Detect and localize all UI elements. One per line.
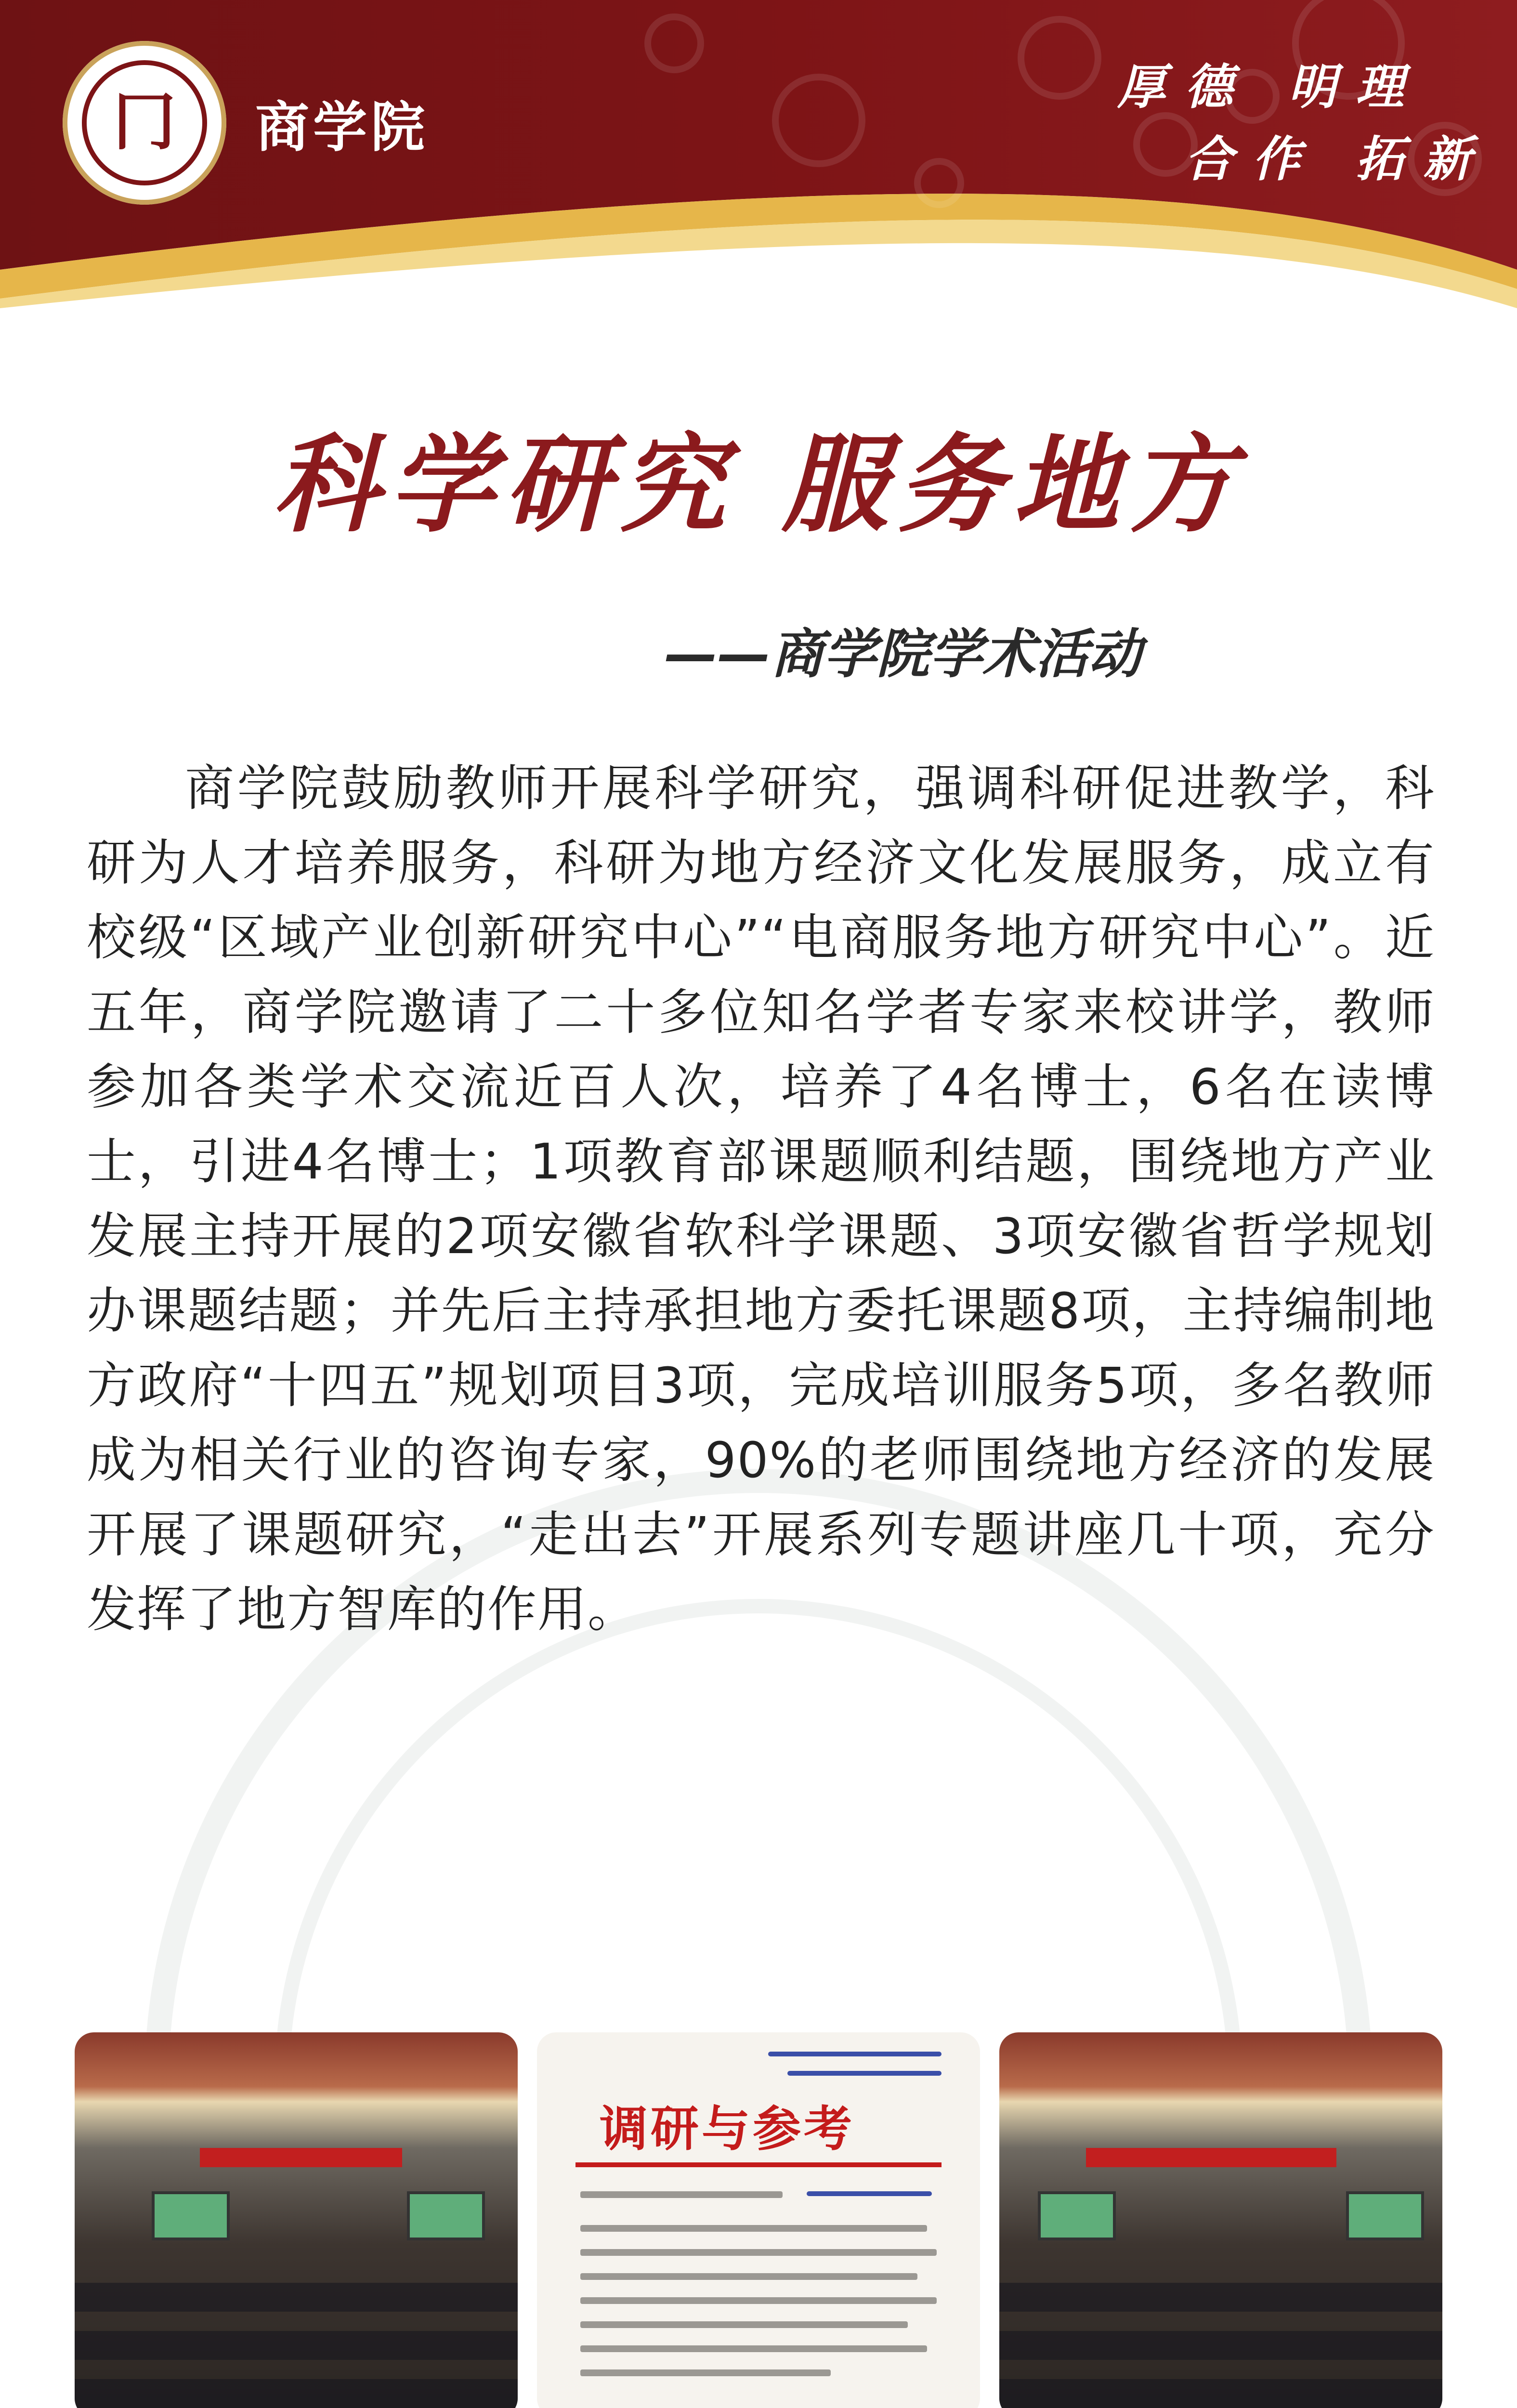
photo-newhaven-lecture — [999, 2032, 1442, 2408]
audience-row — [999, 2331, 1442, 2360]
logo-emblem-icon: 冂 — [113, 85, 176, 158]
doc-text-line — [580, 2297, 937, 2304]
handwritten-note — [807, 2191, 932, 2196]
projector-screen — [407, 2191, 485, 2240]
intro-paragraph: 商学院鼓励教师开展科学研究，强调科研促进教学，科研为人才培养服务，科研为地方经济文化发展服务，成立有校级“区域产业创新研究中心”“电商服务地方研究中心”。近五年，商学院邀请了二十多位知名学者专家来校讲学，教师参加各类学术交流近百人次，培养了4名博士，6名在读博士，引进4名博士；1项教育部课题顺利结题，围绕地方产业发展主持开展的2项安徽省软科学课题、3项安徽省哲学规划办课题结题；并先后主持承担地方委托课题8项，主持编制地方政府“十四五”规划项目3项，完成培训服务5项，多名教师成为相关行业的咨询专家，90%的老师围绕地方经济的发展开展了课题研究，“走出去”开展系列专题讲座几十项，充分发挥了地方智库的作用。 — [87, 760, 1435, 1638]
projector-screen — [1346, 2191, 1424, 2240]
doc-text-line — [580, 2191, 783, 2198]
projector-screen — [152, 2191, 230, 2240]
page-title: 科学研究 服务地方 — [273, 422, 1244, 547]
doc-text-line — [580, 2369, 831, 2376]
doc-text-line — [580, 2273, 917, 2280]
doc-text-line — [580, 2225, 927, 2232]
handwritten-note — [787, 2071, 942, 2076]
projector-screen — [1038, 2191, 1116, 2240]
doc-text-line — [580, 2321, 908, 2328]
header-banner — [0, 0, 1517, 308]
audience-row — [75, 2379, 518, 2408]
photo-research-report — [537, 2032, 980, 2408]
audience-row — [75, 2331, 518, 2360]
school-name: 商学院 — [255, 96, 429, 159]
photo-nanjing-lecture — [75, 2032, 518, 2408]
audience-row — [75, 2283, 518, 2312]
audience-row — [999, 2379, 1442, 2408]
motto-line-2: 合作 拓新 — [1185, 131, 1491, 187]
stage-banner — [200, 2148, 402, 2167]
report-header-title: 调研与参考 — [600, 2100, 855, 2157]
audience-row — [999, 2283, 1442, 2312]
handwritten-note — [768, 2052, 942, 2056]
stage-banner — [1086, 2148, 1336, 2167]
doc-text-line — [580, 2249, 937, 2256]
red-rule — [575, 2162, 942, 2167]
doc-text-line — [580, 2345, 927, 2352]
school-logo — [63, 41, 226, 205]
motto-line-1: 厚德 明理 — [1117, 58, 1423, 115]
page-subtitle: ——商学院学术活动 — [665, 623, 1141, 685]
